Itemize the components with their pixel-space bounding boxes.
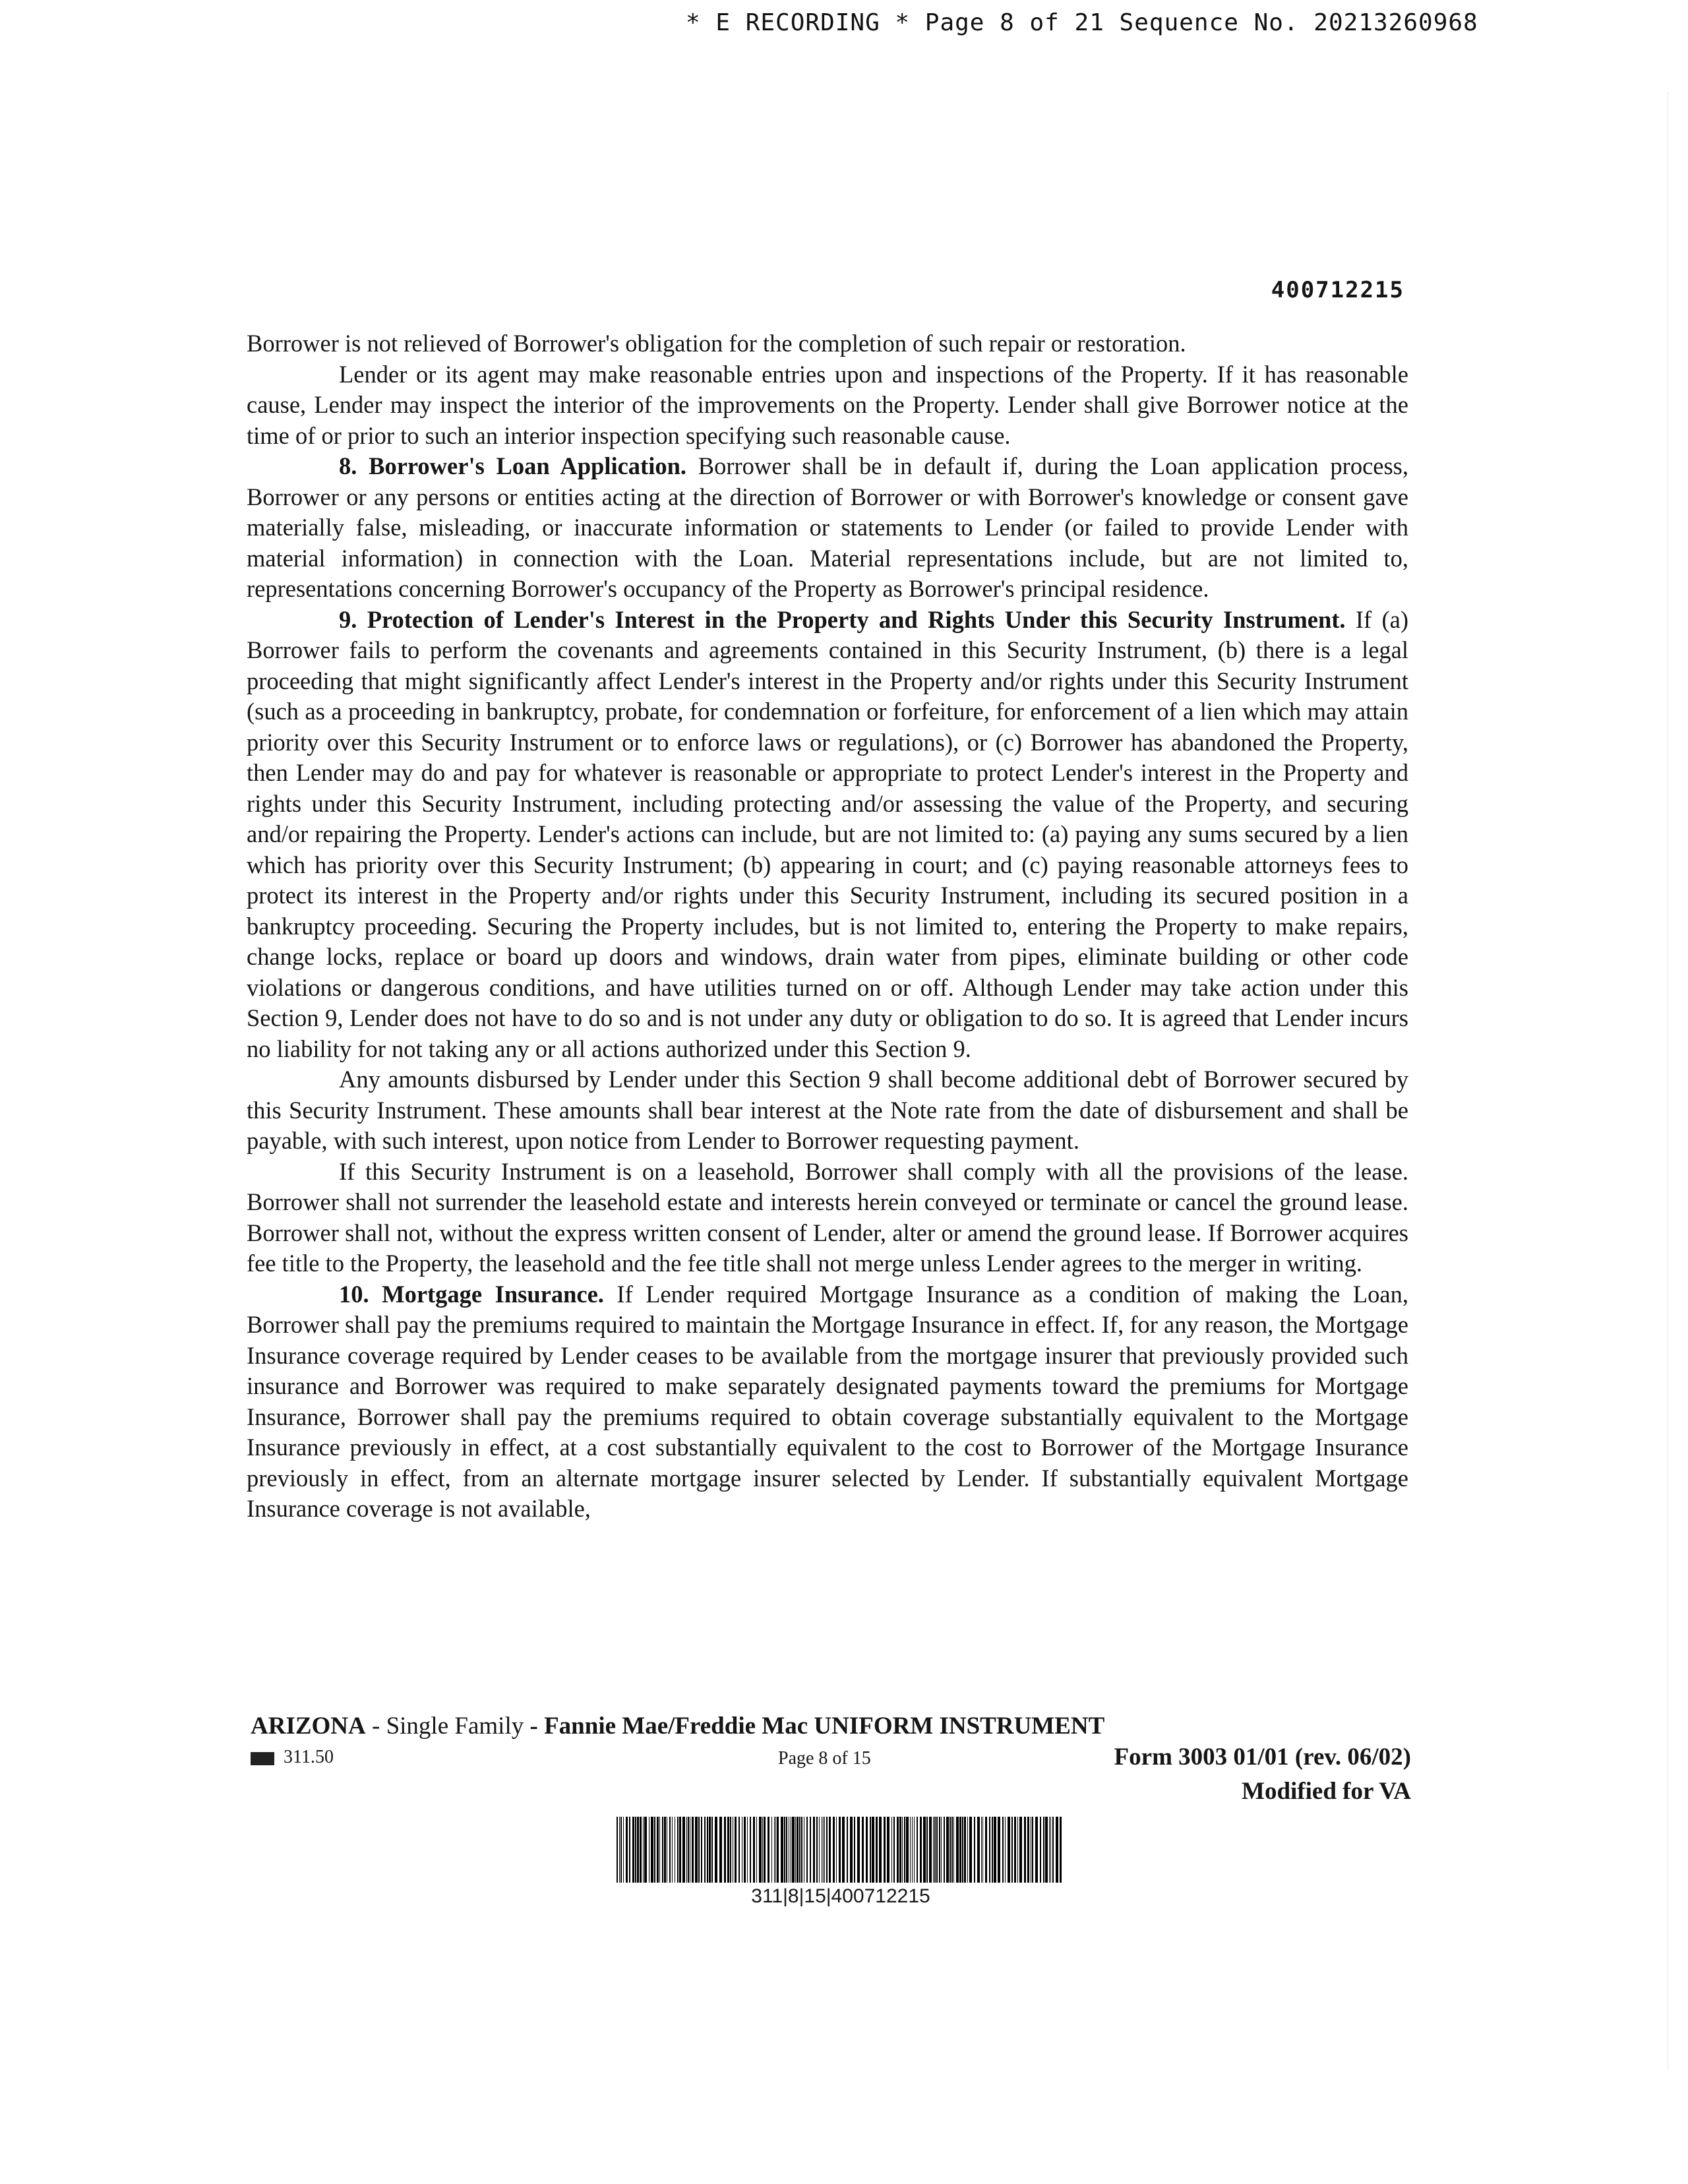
barcode-bar — [1050, 1817, 1051, 1883]
barcode-bar — [891, 1817, 892, 1883]
barcode-bar — [643, 1817, 644, 1883]
barcode-bar — [1019, 1817, 1022, 1883]
barcode-bar — [695, 1817, 698, 1883]
paragraph-disbursed-amounts: Any amounts disbursed by Lender under this Section 9 shall become additional debt of Borrower secured by this Security Instrument. These amounts shall bear interest at the Note rate from the date of disbursement and shall be payable, with such interest, upon notice from Lender to Borrower requesting payment. — [247, 1066, 1408, 1154]
barcode-bar — [887, 1817, 889, 1883]
barcode-bar — [1014, 1817, 1016, 1883]
footer-title — [251, 1712, 1411, 1740]
paragraph-leasehold: If this Security Instrument is on a leasehold, Borrower shall comply with all the provisions of the lease. Borrower shall not surrender the leasehold estate and interests herein conveyed or terminate or cancel the ground lease. Borrower shall not, without the express written consent of Lender, alter or amend the ground lease. If Borrower acquires fee title to the Property, the leasehold and the fee title shall not merge unless Lender agrees to the merger in writing. — [247, 1157, 1408, 1277]
barcode-bar — [704, 1817, 706, 1883]
barcode-bar — [669, 1817, 671, 1883]
barcode-bar — [1049, 1817, 1050, 1883]
barcode-bar — [946, 1817, 949, 1883]
barcode-bar — [912, 1817, 913, 1883]
page-indicator: Page 8 of 15 — [778, 1748, 871, 1769]
section-9-text: If (a) Borrower fails to perform the covenants and agreements contained in this Security Instrument, (b) there is a legal proceeding that might significantly affect Lender's interest in the Property and/or rights under this Security Instrument (such as a proceeding in bankruptcy, probate, for condemnation or forfeiture, for enforcement of a lien which may attain priority over this Security Instrument or to enforce laws or regulations), or (c) Borrower has abandoned the Property, then Lender may do and pay for whatever is reasonable or appropriate to protect Lender's interest in the Property and rights under this Security Instrument, including protecting and/or assessing the value of the Property, and securing and/or repairing the Property. Lender's actions can include, but are not limited to: (a) paying any sums secured by a lien which has priority over this Security Instrument; (b) appearing in court; and (c) paying reasonable attorneys fees to protect its interest in the Property and/or rights under this Security Instrument, including its secured position in a bankruptcy proceeding. Securing the Property includes, but is not limited to, entering the Property to make repairs, change locks, replace or board up doors and windows, drain water from pipes, eliminate building or other code violations or dangerous conditions, and have utilities turned on or off. Although Lender may take action under this Section 9, Lender does not have to do so and is not under any duty or obligation to do so. It is agreed that Lender incurs no liability for not taking any or all actions authorized under this Section 9. — [247, 605, 1408, 1062]
barcode-image — [617, 1817, 1065, 1883]
barcode-bar — [617, 1817, 618, 1883]
barcode-bar — [847, 1817, 848, 1883]
form-logo-icon — [251, 1752, 274, 1765]
barcode-bar — [1002, 1817, 1004, 1883]
form-footer — [251, 1712, 1411, 1805]
barcode-bar — [1027, 1817, 1029, 1883]
barcode-bar — [934, 1817, 936, 1883]
barcode-bar — [709, 1817, 711, 1883]
barcode-bar — [688, 1817, 689, 1883]
barcode-bar — [629, 1817, 630, 1883]
barcode-bar — [797, 1817, 799, 1883]
barcode-bar — [964, 1817, 966, 1883]
barcode-bar — [989, 1817, 990, 1883]
barcode-bar — [906, 1817, 909, 1883]
barcode-bar — [771, 1817, 772, 1883]
barcode-bar — [659, 1817, 660, 1883]
barcode-bar — [738, 1817, 740, 1883]
barcode-bar — [920, 1817, 922, 1883]
barcode-bar — [698, 1817, 700, 1883]
barcode-bar — [730, 1817, 731, 1883]
barcode-bar — [839, 1817, 841, 1883]
paragraph-repair-continuation: Borrower is not relieved of Borrower's obligation for the completion of such repair or restoration. — [247, 330, 1186, 357]
barcode-bar — [632, 1817, 634, 1883]
barcode-bar — [854, 1817, 855, 1883]
barcode-bar — [750, 1817, 751, 1883]
barcode-bar — [719, 1817, 722, 1883]
barcode-bar — [1040, 1817, 1041, 1883]
barcode-bar — [872, 1817, 874, 1883]
barcode-bar — [747, 1817, 748, 1883]
barcode-bar — [936, 1817, 938, 1883]
barcode-bar — [950, 1817, 951, 1883]
barcode-bar — [1017, 1817, 1018, 1883]
barcode-bar — [969, 1817, 972, 1883]
barcode-bar — [994, 1817, 996, 1883]
barcode-bar — [657, 1817, 659, 1883]
barcode-bar — [941, 1817, 942, 1883]
barcode-bar — [692, 1817, 694, 1883]
barcode-bar — [836, 1817, 837, 1883]
loan-number: 400712215 — [1271, 277, 1404, 303]
section-8 — [247, 451, 1408, 605]
barcode-text: 311|8|15|400712215 — [751, 1885, 930, 1907]
barcode-bar — [654, 1817, 655, 1883]
barcode-bar — [686, 1817, 687, 1883]
barcode-bar — [981, 1817, 982, 1883]
barcode-bar — [677, 1817, 678, 1883]
barcode-bar — [774, 1817, 775, 1883]
barcode-bar — [833, 1817, 835, 1883]
barcode-bar — [679, 1817, 681, 1883]
barcode-bar — [866, 1817, 868, 1883]
barcode-bar — [762, 1817, 763, 1883]
barcode-bar — [823, 1817, 824, 1883]
section-8-heading: 8. Borrower's Loan Application. — [339, 452, 687, 479]
barcode-bar — [672, 1817, 673, 1883]
footer-row — [251, 1743, 1411, 1774]
barcode-bar — [910, 1817, 911, 1883]
barcode-bar — [768, 1817, 769, 1883]
barcode-bar — [724, 1817, 726, 1883]
barcode-bar — [929, 1817, 932, 1883]
barcode-block — [617, 1817, 1065, 1908]
barcode-bar — [1045, 1817, 1048, 1883]
barcode-bar — [1035, 1817, 1038, 1883]
footer-state: ARIZONA — [251, 1713, 366, 1740]
barcode-bar — [951, 1817, 953, 1883]
barcode-bar — [1008, 1817, 1010, 1883]
form-code — [251, 1747, 334, 1768]
barcode-bar — [619, 1817, 620, 1883]
footer-separator: - — [365, 1713, 386, 1740]
barcode-bar — [974, 1817, 975, 1883]
barcode-bar — [904, 1817, 905, 1883]
section-10 — [247, 1279, 1408, 1525]
barcode-bar — [862, 1817, 864, 1883]
barcode-bar — [623, 1817, 624, 1883]
barcode-bar — [735, 1817, 737, 1883]
barcode-bar — [923, 1817, 926, 1883]
barcode-bar — [707, 1817, 708, 1883]
barcode-bar — [727, 1817, 729, 1883]
section-10-heading: 10. Mortgage Insurance. — [339, 1280, 604, 1308]
barcode-bar — [781, 1817, 783, 1883]
barcode-bar — [651, 1817, 653, 1883]
barcode-bar — [644, 1817, 647, 1883]
recording-header: * E RECORDING * Page 8 of 21 Sequence No. 20213260968 — [686, 9, 1478, 36]
barcode-bar — [777, 1817, 779, 1883]
barcode-bar — [998, 1817, 1000, 1883]
barcode-bar — [1043, 1817, 1044, 1883]
barcode-bar — [1005, 1817, 1006, 1883]
barcode-bar — [1032, 1817, 1033, 1883]
barcode-bar — [810, 1817, 811, 1883]
barcode-bar — [764, 1817, 766, 1883]
barcode-bar — [1024, 1817, 1026, 1883]
barcode-bar — [806, 1817, 808, 1883]
barcode-bar — [715, 1817, 717, 1883]
barcode-bar — [759, 1817, 762, 1883]
barcode-bar — [626, 1817, 628, 1883]
section-10-text: If Lender required Mortgage Insurance as a condition of making the Loan, Borrower shall pay the premiums required to maintain the Mortgage Insurance in effect. If, for any reason, the Mortgage Insurance coverage required by Lender ceases to be available from the mortgage insurer that previously provided such insurance and Borrower was required to make separately designated payments toward the premiums for Mortgage Insurance, Borrower shall pay the premiums required to obtain coverage substantially equivalent to the Mortgage Insurance previously in effect, at a cost substantially equivalent to the cost to Borrower of the Mortgage Insurance previously in effect, from an alternate mortgage insurer selected by Lender. If substantially equivalent Mortgage Insurance coverage is not available, — [247, 1280, 1409, 1522]
barcode-bar — [842, 1817, 845, 1883]
barcode-bar — [799, 1817, 800, 1883]
form-number: Form 3003 01/01 (rev. 06/02) — [1114, 1744, 1411, 1771]
barcode-bar — [637, 1817, 639, 1883]
modified-note: Modified for VA — [1242, 1778, 1411, 1805]
barcode-bar — [813, 1817, 815, 1883]
barcode-bar — [786, 1817, 787, 1883]
barcode-bar — [884, 1817, 886, 1883]
barcode-bar — [792, 1817, 795, 1883]
barcode-bar — [985, 1817, 987, 1883]
barcode-bar — [917, 1817, 918, 1883]
barcode-bar — [992, 1817, 993, 1883]
barcode-bar — [876, 1817, 878, 1883]
barcode-bar — [682, 1817, 685, 1883]
section-9-heading: 9. Protection of Lender's Interest in the Property and Rights Under this Security Instrument. — [339, 605, 1346, 633]
barcode-bar — [826, 1817, 828, 1883]
barcode-bar — [962, 1817, 963, 1883]
barcode-bar — [857, 1817, 860, 1883]
barcode-bar — [795, 1817, 796, 1883]
barcode-bar — [824, 1817, 825, 1883]
barcode-bar — [640, 1817, 642, 1883]
barcode-bar — [711, 1817, 713, 1883]
barcode-bar — [664, 1817, 666, 1883]
barcode-bar — [959, 1817, 961, 1883]
barcode-bar — [967, 1817, 968, 1883]
barcode-bar — [753, 1817, 755, 1883]
barcode-bar — [879, 1817, 882, 1883]
barcode-bar — [939, 1817, 940, 1883]
section-8-text: Borrower shall be in default if, during the Loan application process, Borrower or any persons or entities acting at the direction of Borrower or with Borrower's knowledge or consent gave materially false, misleading, or inaccurate information or statements to Lender (or failed to provide Lender with material information) in connection with the Loan. Material representations include, but are not limited to, representations concerning Borrower's occupancy of the Property as Borrower's principal residence. — [247, 452, 1409, 602]
barcode-bar — [801, 1817, 802, 1883]
barcode-bar — [701, 1817, 702, 1883]
barcode-bar — [870, 1817, 871, 1883]
barcode-bar — [977, 1817, 980, 1883]
barcode-bar — [819, 1817, 820, 1883]
barcode-bar — [756, 1817, 757, 1883]
footer-separator: - — [524, 1713, 545, 1740]
footer-family: Single Family — [386, 1713, 524, 1740]
barcode-bar — [635, 1817, 636, 1883]
barcode-bar — [850, 1817, 853, 1883]
barcode-bar — [1052, 1817, 1054, 1883]
barcode-bar — [902, 1817, 903, 1883]
document-body — [247, 328, 1408, 1525]
barcode-bar — [775, 1817, 776, 1883]
barcode-bar — [893, 1817, 895, 1883]
barcode-bar — [662, 1817, 663, 1883]
barcode-bar — [744, 1817, 746, 1883]
barcode-bar — [953, 1817, 954, 1883]
barcode-bar — [1056, 1817, 1058, 1883]
barcode-bar — [899, 1817, 901, 1883]
paragraph-inspection: Lender or its agent may make reasonable entries upon and inspections of the Property. If it has reasonable cause, Lender may inspect the interior of the improvements on the Property. Lender shall give Borrower notice at the time of or prior to such an interior inspection specifying such reasonable cause. — [247, 360, 1408, 449]
barcode-bar — [784, 1817, 785, 1883]
section-9 — [247, 605, 1408, 1065]
barcode-bar — [926, 1817, 928, 1883]
barcode-bar — [620, 1817, 622, 1883]
barcode-bar — [956, 1817, 959, 1883]
barcode-bar — [914, 1817, 915, 1883]
barcode-bar — [829, 1817, 831, 1883]
barcode-bar — [982, 1817, 983, 1883]
form-code-number: 311.50 — [284, 1747, 334, 1767]
footer-instrument: Fannie Mae/Freddie Mac UNIFORM INSTRUMENT — [544, 1713, 1105, 1740]
barcode-bar — [933, 1817, 934, 1883]
barcode-bar — [897, 1817, 899, 1883]
barcode-bar — [1011, 1817, 1013, 1883]
scan-edge-artifact — [1648, 92, 1668, 2071]
barcode-bar — [1060, 1817, 1062, 1883]
barcode-bar — [944, 1817, 945, 1883]
barcode-bar — [816, 1817, 818, 1883]
